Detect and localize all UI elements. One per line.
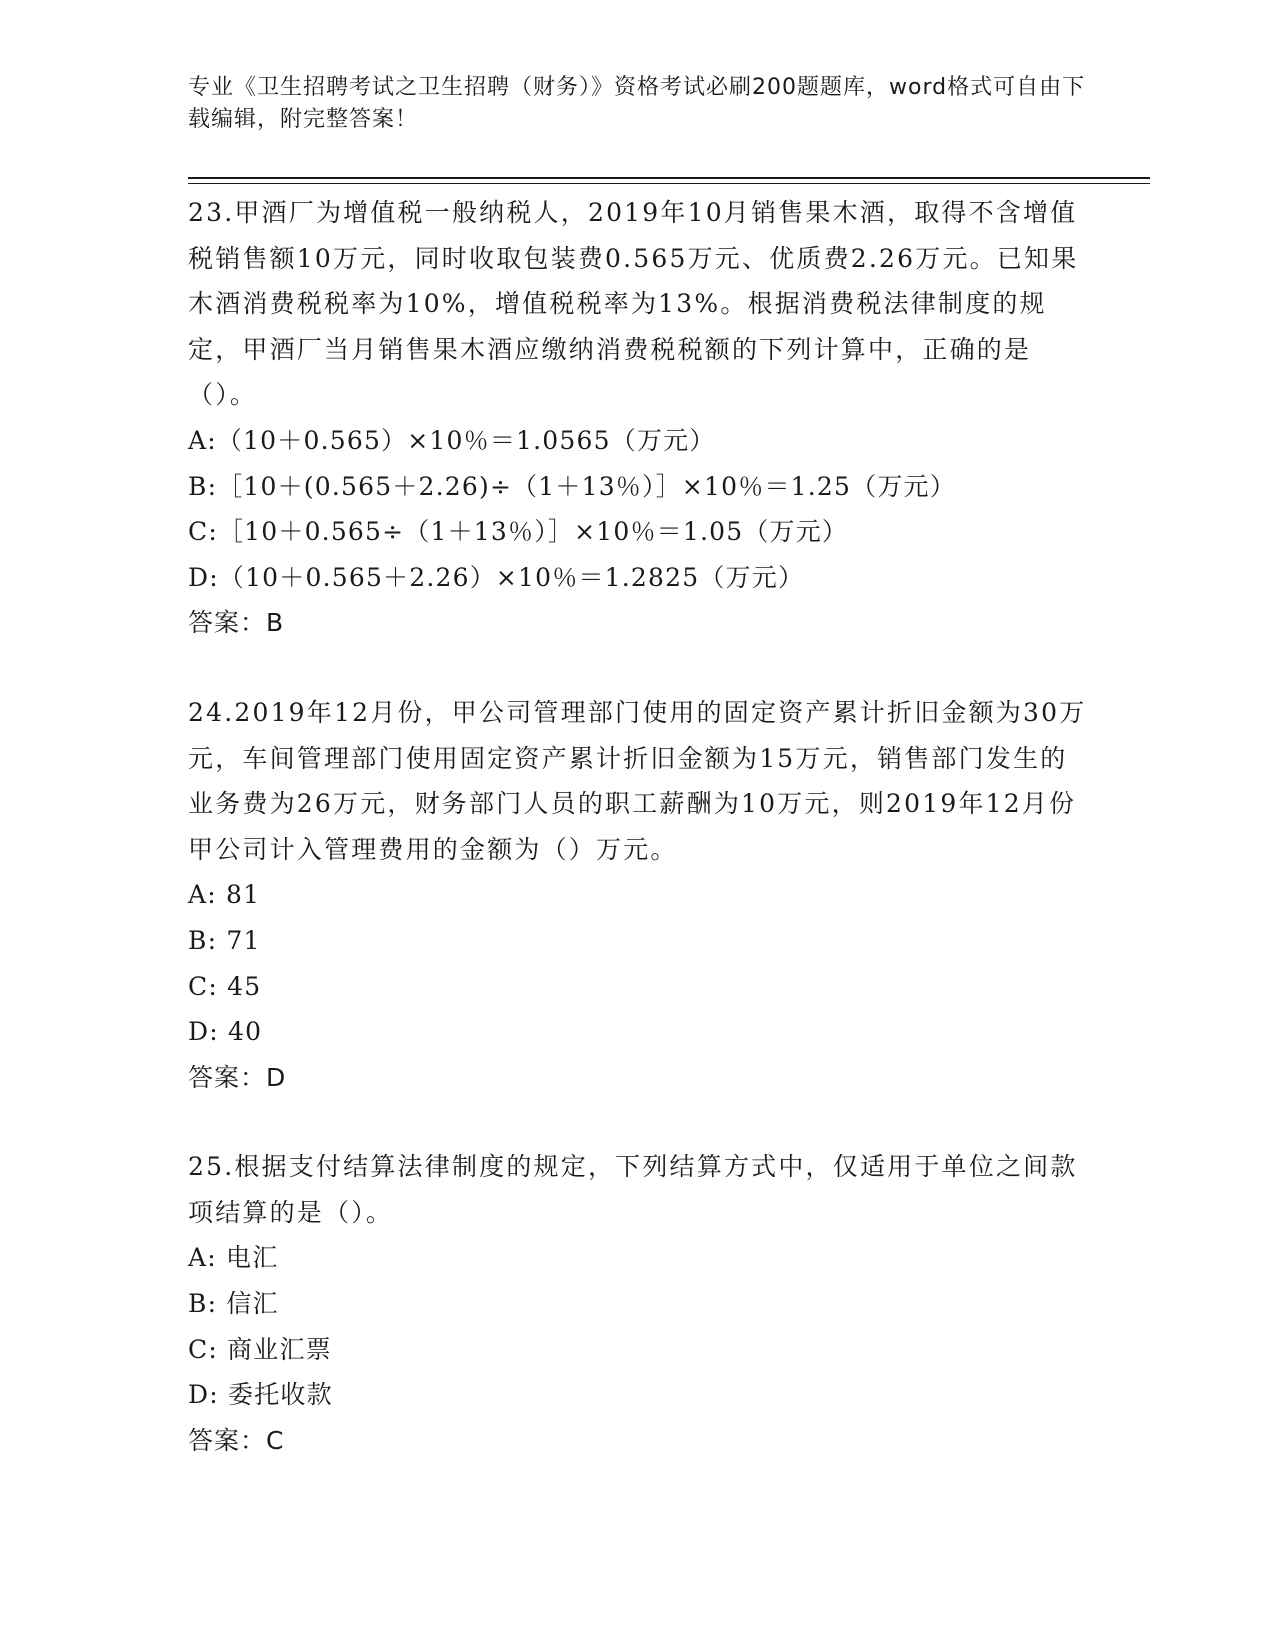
question-25: [188, 1144, 1088, 1463]
header-rule-thin: [188, 183, 1150, 184]
option-a: A:（10＋0.565）×10％＝1.0565（万元）: [188, 425, 716, 455]
answer: 答案：B: [188, 608, 285, 638]
question-stem: 23.甲酒厂为增值税一般纳税人，2019年10月销售果木酒，取得不含增值税销售额10万元，同时收取包装费0.565万元、优质费2.26万元。已知果木酒消费税税率为10%，增值税税率为13%。根据消费税法律制度的规定，甲酒厂当月销售果木酒应缴纳消费税税额的下列计算中，正确的是（）。: [188, 198, 1079, 410]
header-rule-thick: [188, 177, 1150, 179]
question-stem: 25.根据支付结算法律制度的规定，下列结算方式中，仅适用于单位之间款项结算的是（）。: [188, 1152, 1078, 1227]
option-a: A: 81: [188, 880, 261, 910]
option-b: B: 71: [188, 925, 261, 955]
option-c: C: 商业汇票: [188, 1334, 332, 1364]
question-24: [188, 690, 1088, 1100]
answer: 答案：D: [188, 1062, 287, 1092]
question-stem: 24.2019年12月份，甲公司管理部门使用的固定资产累计折旧金额为30万元，车间管理部门使用固定资产累计折旧金额为15万元，销售部门发生的业务费为26万元，财务部门人员的职工薪酬为10万元，则2019年12月份甲公司计入管理费用的金额为（）万元。: [188, 697, 1087, 864]
option-a: A: 电汇: [188, 1243, 279, 1273]
option-d: D: 委托收款: [188, 1380, 333, 1410]
question-23: [188, 190, 1088, 646]
option-b: B:［10＋(0.565＋2.26)÷（1＋13％）］×10％＝1.25（万元）: [188, 471, 956, 501]
option-c: C: 45: [188, 971, 262, 1001]
option-d: D: 40: [188, 1017, 263, 1047]
option-b: B: 信汇: [188, 1289, 279, 1319]
answer: 答案：C: [188, 1425, 285, 1455]
question-list: [188, 190, 1088, 1507]
option-d: D:（10＋0.565＋2.26）×10％＝1.2825（万元）: [188, 562, 805, 592]
page-header: 专业《卫生招聘考试之卫生招聘（财务）》资格考试必刷200题题库，word格式可自由下载编辑，附完整答案！: [188, 75, 1086, 132]
option-c: C:［10＋0.565÷（1＋13％）］×10％＝1.05（万元）: [188, 517, 849, 547]
